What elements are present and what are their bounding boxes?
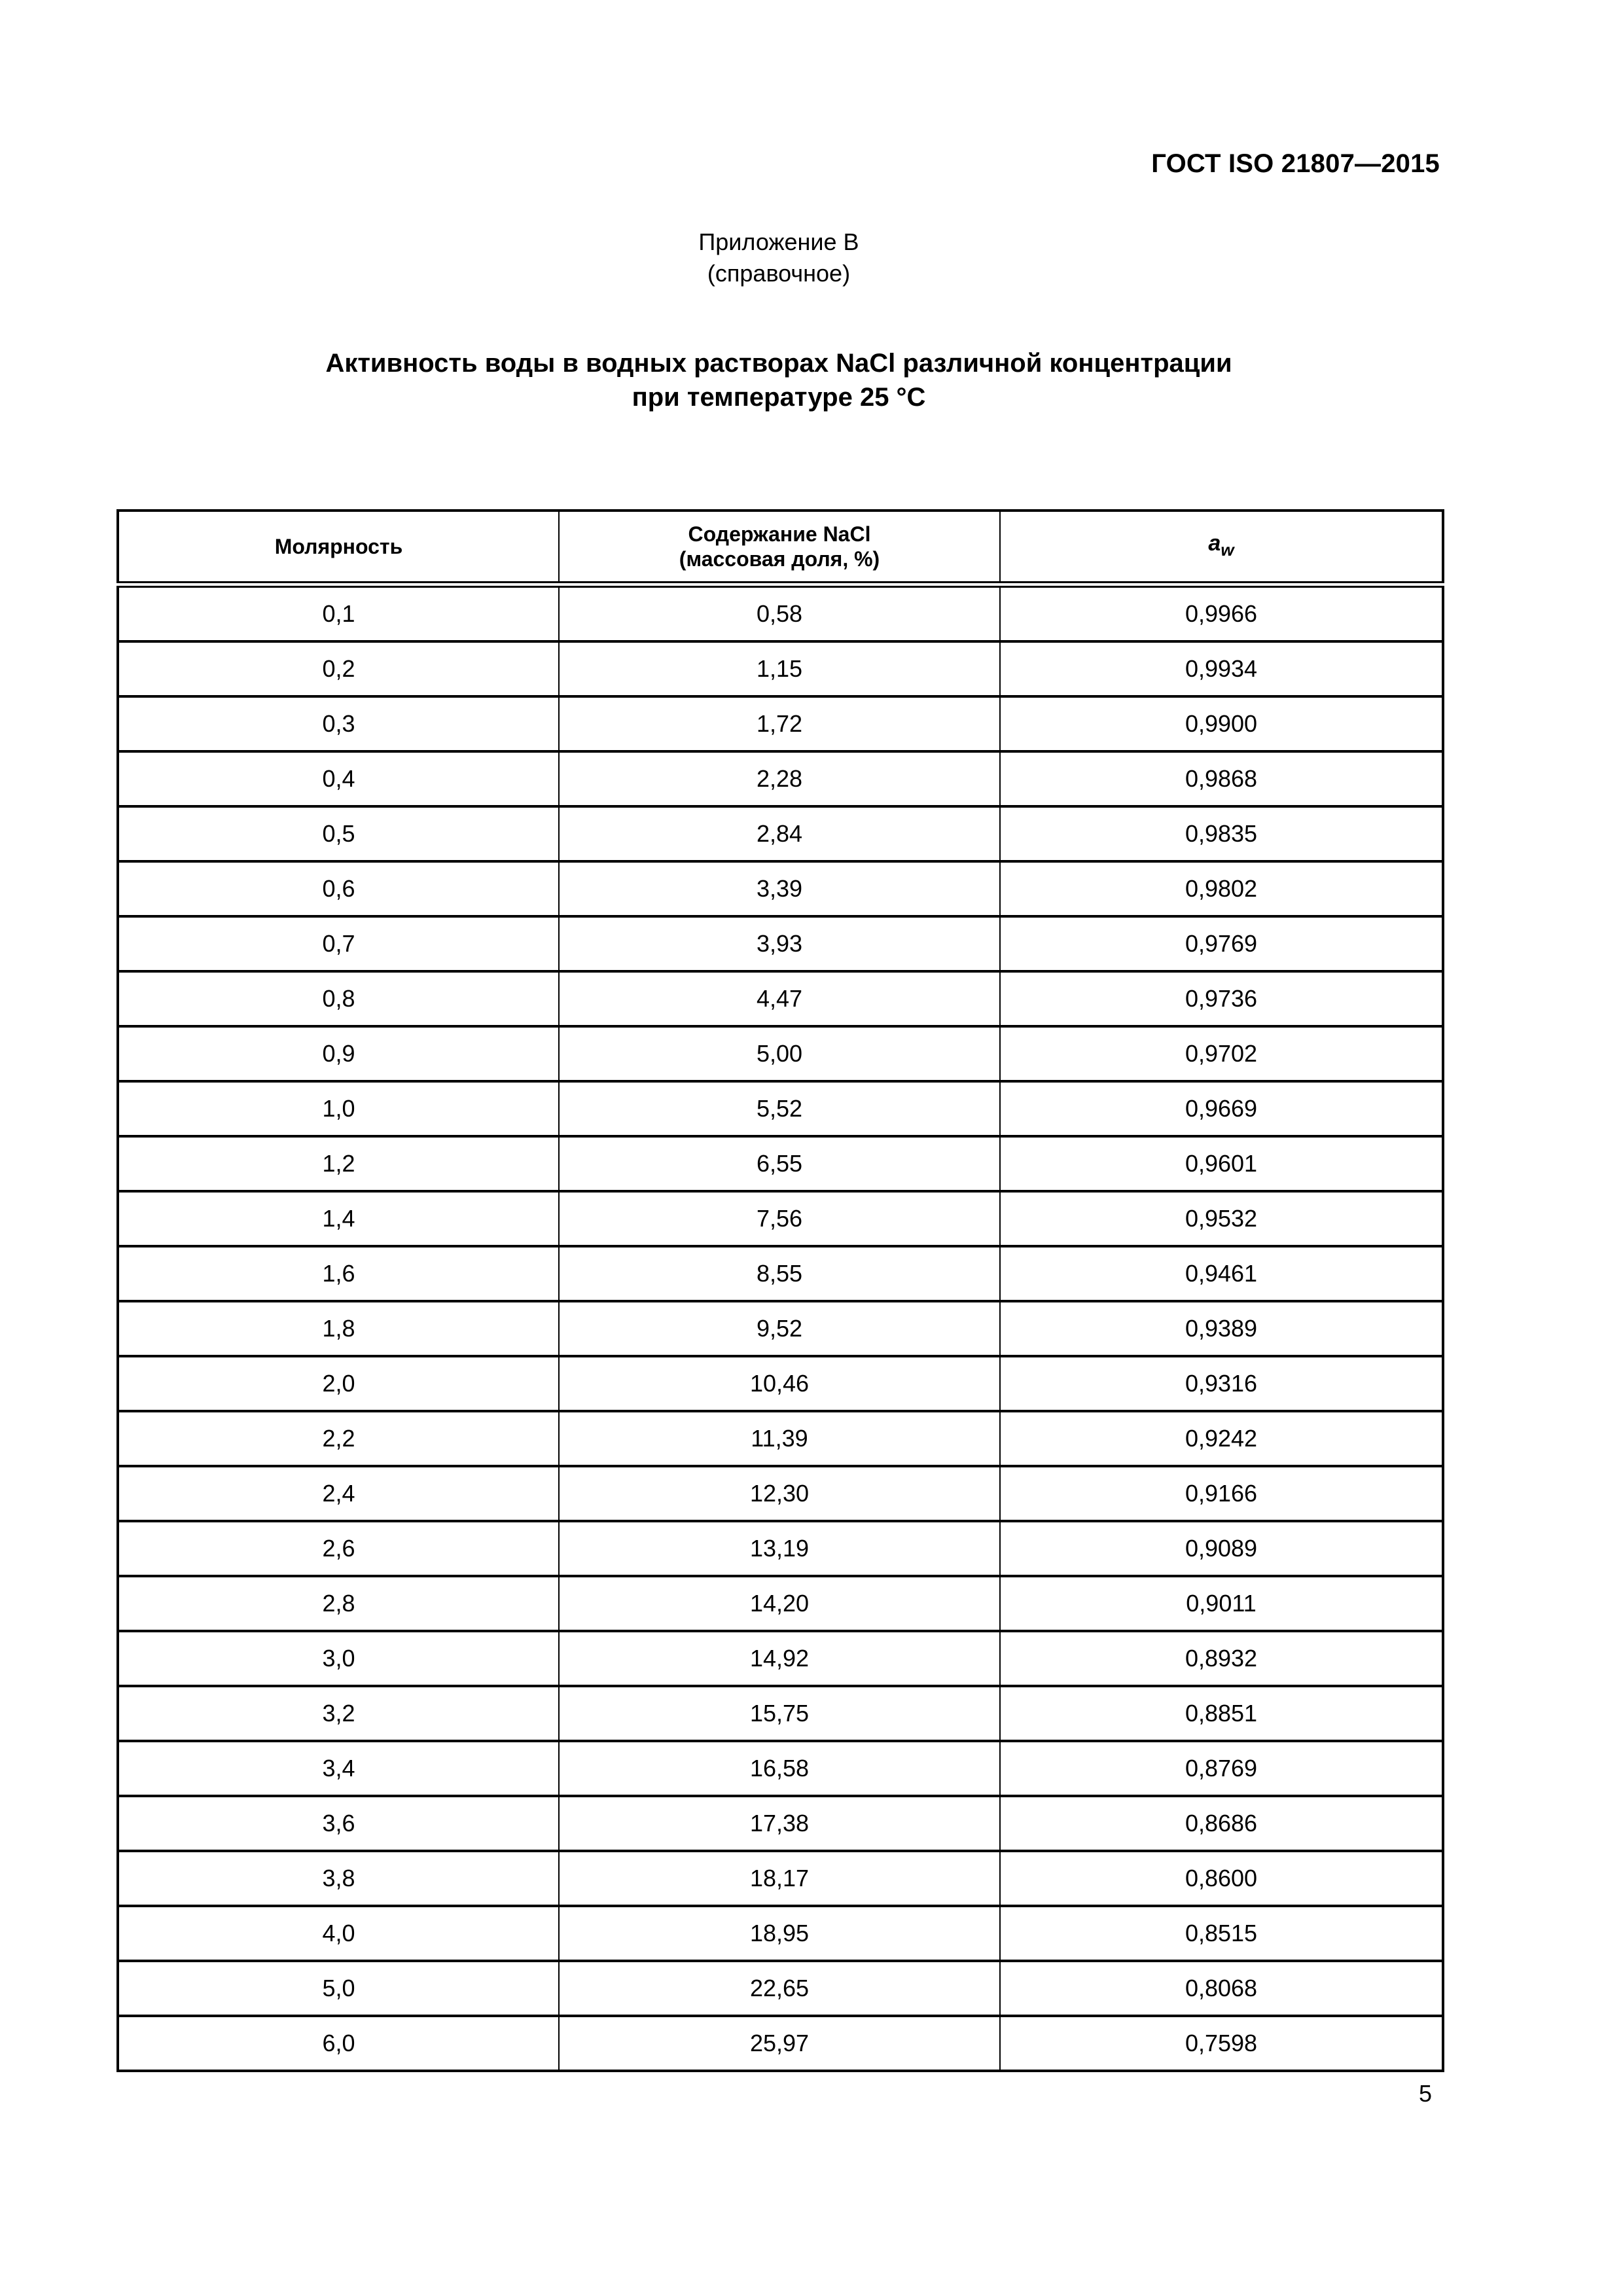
cell-water-activity: 0,9769 bbox=[1000, 916, 1443, 971]
table-row bbox=[118, 584, 1443, 641]
cell-molarity: 0,3 bbox=[118, 696, 559, 751]
table-row bbox=[118, 1521, 1443, 1576]
cell-water-activity: 0,9389 bbox=[1000, 1301, 1443, 1356]
cell-nacl-content: 18,17 bbox=[559, 1851, 1000, 1906]
cell-molarity: 4,0 bbox=[118, 1906, 559, 1961]
table-row bbox=[118, 1081, 1443, 1136]
cell-nacl-content: 3,39 bbox=[559, 861, 1000, 916]
cell-molarity: 2,0 bbox=[118, 1356, 559, 1411]
cell-molarity: 1,8 bbox=[118, 1301, 559, 1356]
cell-water-activity: 0,8068 bbox=[1000, 1961, 1443, 2016]
cell-water-activity: 0,8851 bbox=[1000, 1686, 1443, 1741]
table-row bbox=[118, 1466, 1443, 1521]
cell-water-activity: 0,9242 bbox=[1000, 1411, 1443, 1466]
cell-molarity: 2,6 bbox=[118, 1521, 559, 1576]
cell-nacl-content: 3,93 bbox=[559, 916, 1000, 971]
table-row bbox=[118, 1136, 1443, 1191]
cell-molarity: 0,8 bbox=[118, 971, 559, 1026]
cell-nacl-content: 14,92 bbox=[559, 1631, 1000, 1686]
cell-nacl-content: 4,47 bbox=[559, 971, 1000, 1026]
cell-nacl-content: 1,72 bbox=[559, 696, 1000, 751]
table-row bbox=[118, 1796, 1443, 1851]
table-row bbox=[118, 1741, 1443, 1796]
header-molarity-label: Молярность bbox=[274, 535, 403, 558]
cell-molarity: 1,0 bbox=[118, 1081, 559, 1136]
cell-molarity: 1,6 bbox=[118, 1246, 559, 1301]
page-number: 5 bbox=[1419, 2080, 1433, 2107]
cell-water-activity: 0,9669 bbox=[1000, 1081, 1443, 1136]
cell-water-activity: 0,9736 bbox=[1000, 971, 1443, 1026]
water-activity-table bbox=[116, 509, 1444, 2072]
table-row bbox=[118, 1356, 1443, 1411]
cell-nacl-content: 8,55 bbox=[559, 1246, 1000, 1301]
table-row bbox=[118, 806, 1443, 861]
cell-nacl-content: 7,56 bbox=[559, 1191, 1000, 1246]
document-code: ГОСТ ISO 21807—2015 bbox=[1151, 149, 1440, 178]
cell-molarity: 6,0 bbox=[118, 2016, 559, 2071]
cell-water-activity: 0,7598 bbox=[1000, 2016, 1443, 2071]
cell-water-activity: 0,9089 bbox=[1000, 1521, 1443, 1576]
table-body bbox=[118, 584, 1443, 2071]
table-title-line1: Активность воды в водных растворах NaCl различной концентрации bbox=[325, 349, 1232, 378]
cell-molarity: 2,4 bbox=[118, 1466, 559, 1521]
cell-water-activity: 0,9802 bbox=[1000, 861, 1443, 916]
cell-molarity: 1,2 bbox=[118, 1136, 559, 1191]
cell-molarity: 0,5 bbox=[118, 806, 559, 861]
cell-nacl-content: 1,15 bbox=[559, 641, 1000, 696]
cell-water-activity: 0,9835 bbox=[1000, 806, 1443, 861]
cell-molarity: 0,9 bbox=[118, 1026, 559, 1081]
cell-nacl-content: 0,58 bbox=[559, 584, 1000, 641]
cell-water-activity: 0,8600 bbox=[1000, 1851, 1443, 1906]
cell-nacl-content: 9,52 bbox=[559, 1301, 1000, 1356]
cell-water-activity: 0,9702 bbox=[1000, 1026, 1443, 1081]
cell-water-activity: 0,9966 bbox=[1000, 584, 1443, 641]
table-header-row bbox=[118, 511, 1443, 584]
cell-water-activity: 0,8686 bbox=[1000, 1796, 1443, 1851]
cell-nacl-content: 18,95 bbox=[559, 1906, 1000, 1961]
cell-molarity: 5,0 bbox=[118, 1961, 559, 2016]
header-water-activity bbox=[1000, 511, 1443, 584]
cell-nacl-content: 5,00 bbox=[559, 1026, 1000, 1081]
cell-nacl-content: 11,39 bbox=[559, 1411, 1000, 1466]
cell-water-activity: 0,9934 bbox=[1000, 641, 1443, 696]
cell-water-activity: 0,9868 bbox=[1000, 751, 1443, 806]
table-row bbox=[118, 1906, 1443, 1961]
table-row bbox=[118, 1246, 1443, 1301]
cell-water-activity: 0,8932 bbox=[1000, 1631, 1443, 1686]
table-row bbox=[118, 641, 1443, 696]
cell-water-activity: 0,9461 bbox=[1000, 1246, 1443, 1301]
cell-molarity: 0,1 bbox=[118, 584, 559, 641]
cell-water-activity: 0,9900 bbox=[1000, 696, 1443, 751]
cell-molarity: 1,4 bbox=[118, 1191, 559, 1246]
table-row bbox=[118, 1631, 1443, 1686]
table-row bbox=[118, 1411, 1443, 1466]
cell-water-activity: 0,9166 bbox=[1000, 1466, 1443, 1521]
aw-symbol bbox=[1208, 531, 1234, 560]
table-row bbox=[118, 1686, 1443, 1741]
table-row bbox=[118, 1576, 1443, 1631]
cell-nacl-content: 5,52 bbox=[559, 1081, 1000, 1136]
table-row bbox=[118, 1191, 1443, 1246]
table-row bbox=[118, 2016, 1443, 2071]
cell-nacl-content: 14,20 bbox=[559, 1576, 1000, 1631]
cell-nacl-content: 2,84 bbox=[559, 806, 1000, 861]
cell-water-activity: 0,8515 bbox=[1000, 1906, 1443, 1961]
header-nacl-line1: Содержание NaCl bbox=[688, 522, 871, 546]
cell-nacl-content: 17,38 bbox=[559, 1796, 1000, 1851]
table-row bbox=[118, 1026, 1443, 1081]
appendix-kind: (справочное) bbox=[707, 260, 851, 287]
cell-nacl-content: 10,46 bbox=[559, 1356, 1000, 1411]
header-nacl-content bbox=[559, 511, 1000, 584]
table-title-line2: при температуре 25 °С bbox=[632, 383, 926, 412]
table-row bbox=[118, 1851, 1443, 1906]
cell-molarity: 0,7 bbox=[118, 916, 559, 971]
header-nacl-line2: (массовая доля, %) bbox=[679, 547, 880, 571]
cell-nacl-content: 16,58 bbox=[559, 1741, 1000, 1796]
cell-molarity: 0,6 bbox=[118, 861, 559, 916]
table-row bbox=[118, 1301, 1443, 1356]
cell-nacl-content: 12,30 bbox=[559, 1466, 1000, 1521]
cell-molarity: 3,0 bbox=[118, 1631, 559, 1686]
cell-nacl-content: 2,28 bbox=[559, 751, 1000, 806]
cell-water-activity: 0,9316 bbox=[1000, 1356, 1443, 1411]
cell-molarity: 2,2 bbox=[118, 1411, 559, 1466]
cell-molarity: 2,8 bbox=[118, 1576, 559, 1631]
cell-molarity: 0,2 bbox=[118, 641, 559, 696]
cell-water-activity: 0,9011 bbox=[1000, 1576, 1443, 1631]
cell-molarity: 3,4 bbox=[118, 1741, 559, 1796]
table-row bbox=[118, 916, 1443, 971]
appendix-title: Приложение В bbox=[698, 228, 859, 255]
table-row bbox=[118, 751, 1443, 806]
table-row bbox=[118, 861, 1443, 916]
cell-water-activity: 0,9601 bbox=[1000, 1136, 1443, 1191]
cell-molarity: 3,6 bbox=[118, 1796, 559, 1851]
aw-base: a bbox=[1208, 531, 1221, 556]
cell-molarity: 0,4 bbox=[118, 751, 559, 806]
table-row bbox=[118, 971, 1443, 1026]
cell-water-activity: 0,9532 bbox=[1000, 1191, 1443, 1246]
table-row bbox=[118, 1961, 1443, 2016]
cell-molarity: 3,2 bbox=[118, 1686, 559, 1741]
cell-nacl-content: 6,55 bbox=[559, 1136, 1000, 1191]
header-molarity bbox=[118, 511, 559, 584]
cell-nacl-content: 13,19 bbox=[559, 1521, 1000, 1576]
cell-nacl-content: 22,65 bbox=[559, 1961, 1000, 2016]
cell-molarity: 3,8 bbox=[118, 1851, 559, 1906]
table-row bbox=[118, 696, 1443, 751]
aw-subscript: w bbox=[1221, 540, 1234, 560]
cell-water-activity: 0,8769 bbox=[1000, 1741, 1443, 1796]
cell-nacl-content: 25,97 bbox=[559, 2016, 1000, 2071]
cell-nacl-content: 15,75 bbox=[559, 1686, 1000, 1741]
